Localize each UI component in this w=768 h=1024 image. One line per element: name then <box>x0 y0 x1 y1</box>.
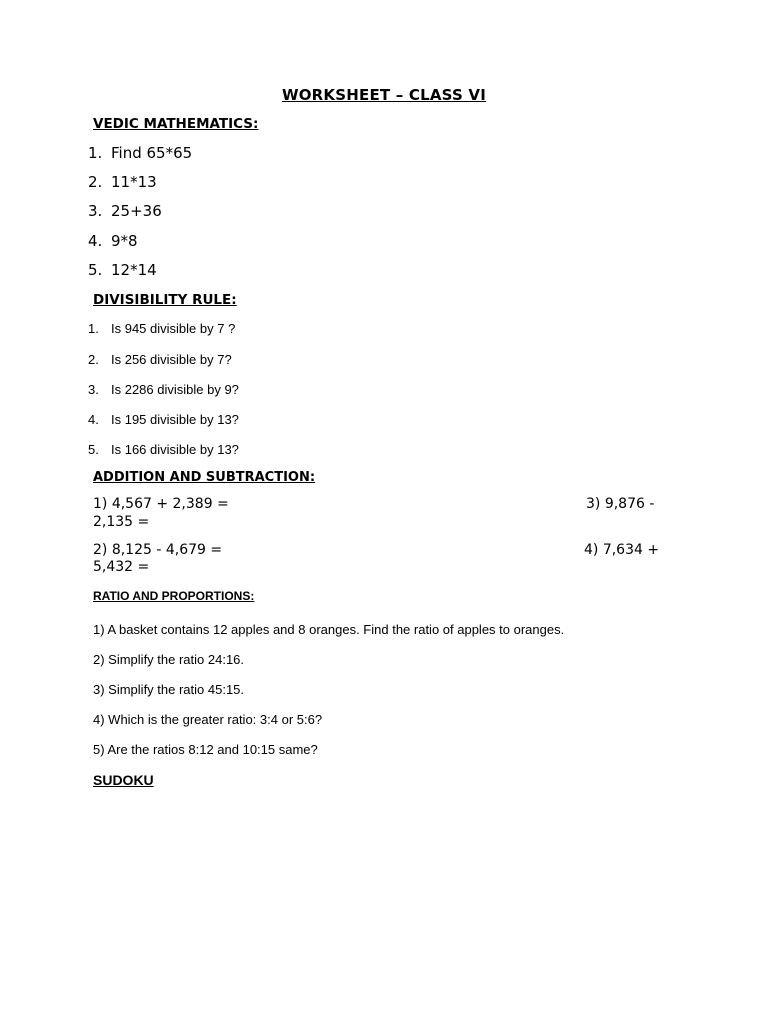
ratio-item: 3) Simplify the ratio 45:15. <box>93 682 245 697</box>
page-title: WORKSHEET – CLASS VI <box>281 86 487 104</box>
arithmetic-question-3-start: 3) 9,876 - <box>586 496 655 512</box>
vedic-heading: VEDIC MATHEMATICS: <box>93 116 259 132</box>
arithmetic-question-4-start: 4) 7,634 + <box>584 542 660 558</box>
ratio-item: 2) Simplify the ratio 24:16. <box>93 652 245 667</box>
arithmetic-question-4-end: 5,432 = <box>93 559 150 575</box>
sudoku-heading: SUDOKU <box>93 772 154 788</box>
ratio-heading: RATIO AND PROPORTIONS: <box>93 589 255 603</box>
arithmetic-question-3-end: 2,135 = <box>93 514 150 530</box>
ratio-item: 5) Are the ratios 8:12 and 10:15 same? <box>93 742 318 757</box>
vedic-item: 2. 11*13 <box>88 173 157 191</box>
ratio-item: 1) A basket contains 12 apples and 8 oranges. Find the ratio of apples to oranges. <box>93 622 565 637</box>
vedic-item: 1. Find 65*65 <box>88 144 193 162</box>
ratio-item: 4) Which is the greater ratio: 3:4 or 5:6? <box>93 712 323 727</box>
divisibility-item: 2. Is 256 divisible by 7? <box>88 352 232 367</box>
divisibility-item: 3. Is 2286 divisible by 9? <box>88 382 239 397</box>
divisibility-item: 5. Is 166 divisible by 13? <box>88 442 239 457</box>
arithmetic-question-2: 2) 8,125 - 4,679 = <box>93 542 223 558</box>
divisibility-item: 1. Is 945 divisible by 7 ? <box>88 321 236 336</box>
divisibility-item: 4. Is 195 divisible by 13? <box>88 412 239 427</box>
vedic-item: 3. 25+36 <box>88 202 162 220</box>
arithmetic-heading: ADDITION AND SUBTRACTION: <box>93 470 316 485</box>
vedic-item: 5. 12*14 <box>88 261 157 279</box>
divisibility-heading: DIVISIBILITY RULE: <box>93 292 237 308</box>
arithmetic-question-1: 1) 4,567 + 2,389 = <box>93 496 229 512</box>
vedic-item: 4. 9*8 <box>88 232 138 250</box>
